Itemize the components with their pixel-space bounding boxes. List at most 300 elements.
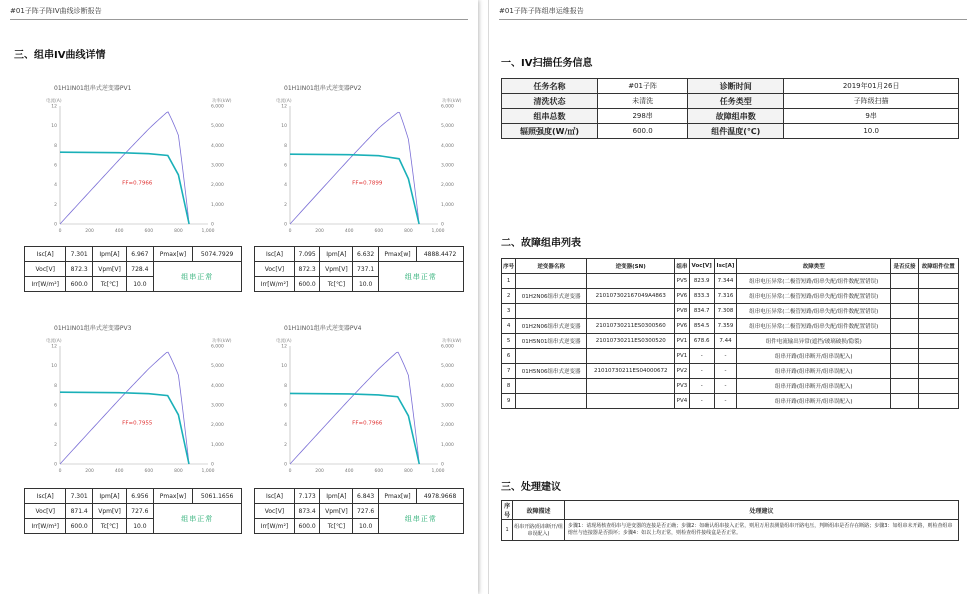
param-cell: 6.843 (353, 489, 378, 504)
y2-tick-label: 1,000 (211, 442, 224, 448)
advice-header-row (502, 501, 959, 520)
fault-cell: PV8 (675, 304, 689, 319)
y2-tick-label: 0 (211, 462, 214, 468)
fault-cell (516, 274, 587, 289)
y-tick-label: 8 (54, 383, 57, 389)
advice-cell: 步骤1：请现场核查组串与逆变器的连接是否正确；步骤2：如确认组串接入正常，则用万用表测量组串开路电压，判断组串是否存在断路；步骤3：如组串未开路，则检查组串熔丝与连接器是否损坏；步骤4：如以上均正常，则检查组件接线盒是否正常。 (564, 520, 958, 541)
x-tick-label: 600 (374, 469, 384, 474)
y2-tick-label: 2,000 (211, 423, 224, 429)
x-tick-label: 400 (114, 469, 124, 474)
param-cell: 4978.9668 (417, 489, 464, 504)
fault-cell (587, 379, 675, 394)
y-tick-label: 2 (284, 442, 287, 448)
fault-cell (918, 289, 958, 304)
y2-tick-label: 2,000 (441, 423, 454, 429)
chart-card-pv2 (252, 78, 462, 238)
fault-cell: 7.44 (714, 334, 736, 349)
param-cell: Ipm[A] (92, 489, 126, 504)
chart-title: 01H1IN01组串式逆变器PV1 (54, 85, 132, 92)
info-value: 9串 (784, 109, 959, 124)
y-tick-label: 2 (54, 442, 57, 448)
fault-cell: 7 (502, 364, 516, 379)
fault-cell (516, 394, 587, 409)
fault-cell (587, 349, 675, 364)
info-value: 2019年01月26日 (784, 79, 959, 94)
fault-cell: 7.344 (714, 274, 736, 289)
param-cell: Vpm[V] (320, 262, 353, 277)
string-status: 组串正常 (153, 262, 241, 292)
y-tick-label: 12 (281, 104, 287, 110)
y-tick-label: 10 (281, 364, 287, 370)
fault-row (502, 394, 959, 409)
fault-cell: PV2 (675, 364, 689, 379)
fault-cell (918, 319, 958, 334)
advice-cell: 1 (502, 520, 513, 541)
info-key: 组串总数 (502, 109, 598, 124)
y-axis-label: 电流(A) (46, 99, 62, 104)
y2-tick-label: 1,000 (441, 442, 454, 448)
page-header: #01子阵子阵IV曲线诊断报告 (10, 6, 468, 20)
fault-row (502, 304, 959, 319)
y-tick-label: 2 (284, 202, 287, 208)
fault-cell: PV6 (675, 289, 689, 304)
fault-cell: 7.316 (714, 289, 736, 304)
y-tick-label: 8 (54, 143, 57, 149)
chart-card-pv3 (22, 318, 232, 478)
param-cell: Isc[A] (25, 489, 66, 504)
x-tick-label: 0 (58, 229, 62, 234)
y2-tick-label: 3,000 (441, 163, 454, 169)
param-cell: 7.095 (294, 247, 319, 262)
param-cell: 727.6 (353, 504, 378, 519)
param-row (255, 247, 464, 262)
fault-row (502, 334, 959, 349)
fault-row (502, 289, 959, 304)
fill-factor-label: FF=0.7966 (352, 420, 383, 427)
param-cell: Isc[A] (255, 247, 295, 262)
iv-curve (290, 154, 419, 224)
y-tick-label: 12 (281, 344, 287, 350)
fault-column-header: 组串 (675, 259, 689, 274)
x-tick-label: 600 (144, 229, 154, 234)
y2-axis-label: 功率(kW) (442, 339, 462, 344)
y-tick-label: 10 (281, 124, 287, 130)
fault-cell: 9 (502, 394, 516, 409)
iv-chart-svg (252, 318, 462, 478)
info-value: 600.0 (598, 124, 688, 139)
fault-row (502, 379, 959, 394)
fault-row (502, 364, 959, 379)
fault-cell (516, 349, 587, 364)
fault-cell: 组串开路(组串断开/组串误配入) (737, 364, 891, 379)
y2-tick-label: 6,000 (211, 344, 224, 350)
fault-cell: 834.7 (689, 304, 714, 319)
iv-chart-svg (22, 318, 232, 478)
y-tick-label: 8 (284, 143, 287, 149)
param-cell: 5074.7929 (193, 247, 242, 262)
y-tick-label: 10 (51, 364, 57, 370)
y2-tick-label: 0 (211, 222, 214, 228)
y-tick-label: 12 (51, 344, 57, 350)
param-cell: 600.0 (294, 277, 319, 292)
fill-factor-label: FF=0.7899 (352, 180, 383, 187)
y2-tick-label: 3,000 (441, 403, 454, 409)
power-curve (290, 352, 419, 464)
fault-cell: 7.359 (714, 319, 736, 334)
x-tick-label: 400 (344, 229, 354, 234)
fault-cell (918, 364, 958, 379)
fault-cell: 833.3 (689, 289, 714, 304)
fault-cell: - (689, 394, 714, 409)
fault-cell: 组串开路(组串断开/组串误配入) (737, 349, 891, 364)
fault-cell: PV6 (675, 319, 689, 334)
y2-tick-label: 6,000 (211, 104, 224, 110)
fault-cell: PV5 (675, 274, 689, 289)
fault-cell: - (689, 349, 714, 364)
fault-cell: 210107302167049A4863 (587, 289, 675, 304)
info-key: 诊断时间 (688, 79, 784, 94)
fault-row (502, 349, 959, 364)
x-tick-label: 600 (144, 469, 154, 474)
param-cell: Irr[W/m²] (25, 277, 66, 292)
section-fault-list-title: 二、故障组串列表 (501, 238, 581, 249)
y-tick-label: 4 (284, 183, 287, 189)
y2-tick-label: 6,000 (441, 344, 454, 350)
param-row (255, 489, 464, 504)
task-info-table (501, 78, 959, 139)
x-tick-label: 800 (404, 469, 413, 474)
x-tick-label: 200 (85, 469, 94, 474)
fault-cell: 2 (502, 289, 516, 304)
param-cell: 5061.1656 (193, 489, 242, 504)
fault-string-table (501, 258, 959, 409)
string-status: 组串正常 (378, 262, 463, 292)
info-value: 子阵级扫描 (784, 94, 959, 109)
power-curve (60, 352, 189, 464)
power-curve (60, 112, 189, 224)
param-cell: 728.4 (127, 262, 153, 277)
fault-cell (918, 304, 958, 319)
param-cell: Voc[V] (25, 504, 66, 519)
fault-cell: 21010730211ES04000672 (587, 364, 675, 379)
param-cell: 737.1 (353, 262, 378, 277)
fault-cell (516, 379, 587, 394)
param-cell: 10.0 (353, 519, 378, 534)
fault-row (502, 274, 959, 289)
fault-cell (891, 394, 918, 409)
fault-cell: 01H5N01组串式逆变器 (516, 334, 587, 349)
section-title: 三、组串IV曲线详情 (14, 50, 106, 61)
y2-tick-label: 2,000 (441, 183, 454, 189)
y2-tick-label: 5,000 (211, 124, 224, 130)
x-tick-label: 0 (58, 469, 62, 474)
x-tick-label: 0 (288, 229, 292, 234)
param-cell: 4888.4472 (417, 247, 464, 262)
y2-tick-label: 5,000 (441, 124, 454, 130)
fault-cell: PV3 (675, 379, 689, 394)
y2-tick-label: 4,000 (211, 143, 224, 149)
x-tick-label: 400 (114, 229, 124, 234)
y-axis-label: 电流(A) (276, 99, 292, 104)
x-tick-label: 800 (174, 469, 183, 474)
fault-cell (891, 304, 918, 319)
fault-cell (891, 349, 918, 364)
iv-curve (60, 152, 189, 224)
param-table-pv2 (254, 246, 464, 292)
fault-cell (918, 379, 958, 394)
iv-curve-report-page (0, 0, 478, 594)
fault-header-row (502, 259, 959, 274)
x-tick-label: 0 (288, 469, 292, 474)
fault-cell: 组串电压异常(二极管短路/组串失配/组件数配置错误) (737, 289, 891, 304)
param-cell: Tc[℃] (92, 519, 126, 534)
y-tick-label: 2 (54, 202, 57, 208)
fault-cell: - (689, 364, 714, 379)
fault-cell: - (714, 364, 736, 379)
y2-tick-label: 1,000 (211, 202, 224, 208)
y2-axis-label: 功率(kW) (442, 99, 462, 104)
fault-cell: 4 (502, 319, 516, 334)
y2-tick-label: 4,000 (441, 383, 454, 389)
fault-cell: 3 (502, 304, 516, 319)
fault-column-header: Isc[A] (714, 259, 736, 274)
y-tick-label: 0 (54, 462, 57, 468)
fault-cell (918, 394, 958, 409)
fault-column-header: 逆变器(SN) (587, 259, 675, 274)
param-cell: 600.0 (66, 519, 92, 534)
fault-cell (891, 319, 918, 334)
y-tick-label: 0 (284, 222, 287, 228)
param-cell: 727.6 (127, 504, 153, 519)
fault-cell (891, 379, 918, 394)
param-cell: Tc[℃] (320, 519, 353, 534)
y2-tick-label: 5,000 (441, 364, 454, 370)
fault-cell (918, 334, 958, 349)
info-value: 298串 (598, 109, 688, 124)
param-cell: 6.632 (353, 247, 378, 262)
advice-cell: 组串开路(组串断开/组串误配入) (513, 520, 565, 541)
fault-cell: 8 (502, 379, 516, 394)
param-cell: Vpm[V] (92, 504, 126, 519)
param-cell: 7.173 (294, 489, 319, 504)
fault-cell (891, 289, 918, 304)
param-row (255, 504, 464, 519)
advice-table (501, 500, 959, 541)
y2-tick-label: 5,000 (211, 364, 224, 370)
section-task-info-title: 一、IV扫描任务信息 (501, 58, 593, 69)
param-cell: 6.956 (127, 489, 153, 504)
advice-column-header: 处理建议 (564, 501, 958, 520)
fault-cell: 组串电压异常(二极管短路/组串失配/组件数配置错误) (737, 274, 891, 289)
iv-curve (290, 393, 419, 464)
x-tick-label: 200 (85, 229, 94, 234)
fault-column-header: 序号 (502, 259, 516, 274)
fault-cell: - (689, 379, 714, 394)
info-key: 故障组串数 (688, 109, 784, 124)
y2-tick-label: 4,000 (441, 143, 454, 149)
info-row (502, 94, 959, 109)
advice-column-header: 序号 (502, 501, 513, 520)
advice-column-header: 故障描述 (513, 501, 565, 520)
param-table-pv4 (254, 488, 464, 534)
param-table-pv1 (24, 246, 242, 292)
info-key: 组件温度(℃) (688, 124, 784, 139)
chart-title: 01H1IN01组串式逆变器PV2 (284, 85, 362, 92)
fault-cell: 823.9 (689, 274, 714, 289)
x-tick-label: 200 (315, 469, 324, 474)
y-axis-label: 电流(A) (276, 339, 292, 344)
y2-tick-label: 0 (441, 462, 444, 468)
fault-column-header: Voc[V] (689, 259, 714, 274)
x-tick-label: 1,000 (201, 469, 215, 474)
fault-column-header: 故障组件位置 (918, 259, 958, 274)
fault-cell (918, 349, 958, 364)
param-row (255, 262, 464, 277)
info-row (502, 124, 959, 139)
x-tick-label: 600 (374, 229, 384, 234)
info-value: 10.0 (784, 124, 959, 139)
param-cell: 7.301 (66, 247, 92, 262)
param-cell: Tc[℃] (92, 277, 126, 292)
fault-cell (891, 274, 918, 289)
info-row (502, 109, 959, 124)
param-cell: Isc[A] (25, 247, 66, 262)
fault-cell (516, 304, 587, 319)
info-key: 任务名称 (502, 79, 598, 94)
x-tick-label: 800 (404, 229, 413, 234)
fault-cell: 7.308 (714, 304, 736, 319)
y2-axis-label: 功率(kW) (212, 99, 232, 104)
fault-cell (918, 274, 958, 289)
y-axis-label: 电流(A) (46, 339, 62, 344)
fault-cell: 组串电压异常(二极管短路/组串失配/组件数配置错误) (737, 319, 891, 334)
fault-cell: 678.6 (689, 334, 714, 349)
section-advice-title: 三、处理建议 (501, 482, 561, 493)
fill-factor-label: FF=0.7955 (122, 420, 153, 427)
y2-tick-label: 4,000 (211, 383, 224, 389)
param-cell: Pmax[w] (153, 489, 193, 504)
fault-cell (587, 274, 675, 289)
param-cell: Vpm[V] (320, 504, 353, 519)
advice-row (502, 520, 959, 541)
param-cell: Vpm[V] (92, 262, 126, 277)
chart-title: 01H1IN01组串式逆变器PV3 (54, 325, 132, 332)
y-tick-label: 8 (284, 383, 287, 389)
y-tick-label: 0 (284, 462, 287, 468)
y2-tick-label: 3,000 (211, 403, 224, 409)
maintenance-report-page (488, 0, 976, 594)
iv-chart-svg (22, 78, 232, 238)
fault-cell (587, 304, 675, 319)
chart-card-pv4 (252, 318, 462, 478)
fault-cell: PV4 (675, 394, 689, 409)
fault-column-header: 是否反接 (891, 259, 918, 274)
param-cell: 600.0 (294, 519, 319, 534)
y2-tick-label: 1,000 (441, 202, 454, 208)
y-tick-label: 4 (54, 183, 57, 189)
power-curve (290, 112, 419, 224)
fault-cell: PV1 (675, 349, 689, 364)
fault-cell: 组串开路(组串断开/组串误配入) (737, 394, 891, 409)
param-cell: 10.0 (353, 277, 378, 292)
y-tick-label: 0 (54, 222, 57, 228)
info-row (502, 79, 959, 94)
param-cell: Irr[W/m²] (25, 519, 66, 534)
fill-factor-label: FF=0.7966 (122, 180, 153, 187)
x-tick-label: 200 (315, 229, 324, 234)
param-cell: 6.967 (127, 247, 153, 262)
string-status: 组串正常 (378, 504, 463, 534)
param-cell: Voc[V] (255, 504, 295, 519)
info-key: 任务类型 (688, 94, 784, 109)
param-row (25, 504, 242, 519)
fault-cell: - (714, 349, 736, 364)
param-table-pv3 (24, 488, 242, 534)
x-tick-label: 800 (174, 229, 183, 234)
param-cell: 10.0 (127, 519, 153, 534)
y-tick-label: 6 (284, 163, 287, 169)
param-cell: Pmax[w] (153, 247, 193, 262)
fault-cell: 854.5 (689, 319, 714, 334)
fault-column-header: 故障类型 (737, 259, 891, 274)
y2-axis-label: 功率(kW) (212, 339, 232, 344)
string-status: 组串正常 (153, 504, 241, 534)
page-header: #01子阵子阵组串运维报告 (499, 6, 967, 20)
fault-cell (891, 364, 918, 379)
param-row (25, 262, 242, 277)
fault-row (502, 319, 959, 334)
param-cell: Irr[W/m²] (255, 277, 295, 292)
param-cell: Tc[℃] (320, 277, 353, 292)
chart-title: 01H1IN01组串式逆变器PV4 (284, 325, 362, 332)
y-tick-label: 4 (284, 423, 287, 429)
fault-cell (587, 394, 675, 409)
fault-cell: 01H2N06组串式逆变器 (516, 289, 587, 304)
chart-card-pv1 (22, 78, 232, 238)
fault-cell: 组串开路(组串断开/组串误配入) (737, 379, 891, 394)
param-cell: Irr[W/m²] (255, 519, 295, 534)
param-cell: 600.0 (66, 277, 92, 292)
y2-tick-label: 2,000 (211, 183, 224, 189)
fault-cell: 01H5N06组串式逆变器 (516, 364, 587, 379)
fault-cell: 组串电压异常(二极管短路/组串失配/组件数配置错误) (737, 304, 891, 319)
param-cell: Ipm[A] (92, 247, 126, 262)
y-tick-label: 6 (284, 403, 287, 409)
param-cell: 871.4 (66, 504, 92, 519)
iv-curve (60, 392, 189, 464)
fault-cell: 21010730211ES0300560 (587, 319, 675, 334)
param-row (25, 489, 242, 504)
param-cell: Pmax[w] (378, 247, 416, 262)
y2-tick-label: 3,000 (211, 163, 224, 169)
fault-column-header: 逆变器名称 (516, 259, 587, 274)
fault-cell: - (714, 379, 736, 394)
param-cell: Ipm[A] (320, 247, 353, 262)
fault-cell: 21010730211ES0300520 (587, 334, 675, 349)
y-tick-label: 6 (54, 403, 57, 409)
y2-tick-label: 6,000 (441, 104, 454, 110)
fault-cell: 01H2N06组串式逆变器 (516, 319, 587, 334)
param-cell: 872.3 (66, 262, 92, 277)
param-cell: 7.301 (66, 489, 92, 504)
x-tick-label: 1,000 (201, 229, 215, 234)
y-tick-label: 12 (51, 104, 57, 110)
iv-chart-svg (252, 78, 462, 238)
y-tick-label: 10 (51, 124, 57, 130)
param-cell: 10.0 (127, 277, 153, 292)
param-cell: Voc[V] (255, 262, 295, 277)
x-tick-label: 1,000 (431, 469, 445, 474)
